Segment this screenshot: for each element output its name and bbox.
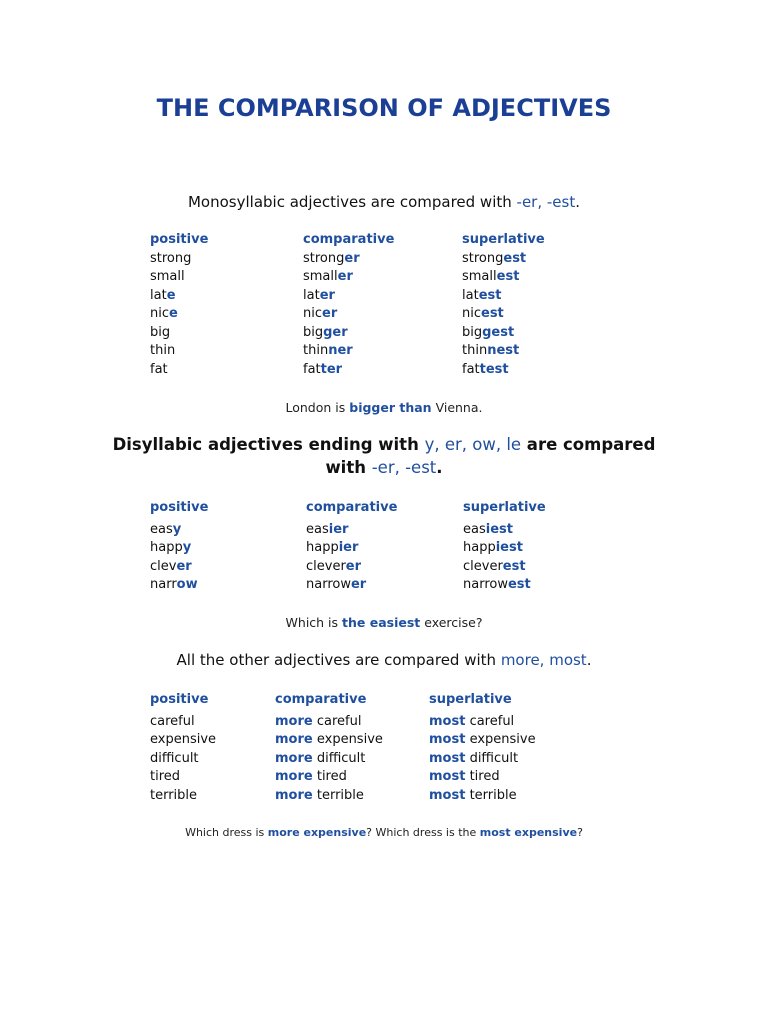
table-cell: happiest bbox=[463, 540, 523, 555]
table-cell: thin bbox=[150, 343, 176, 358]
table-cell: thinnest bbox=[462, 343, 520, 358]
table-cell: later bbox=[303, 287, 335, 303]
column-header-comparative: comparative bbox=[275, 692, 367, 707]
table-cell: more expensive bbox=[275, 732, 383, 747]
column-header-superlative: superlative bbox=[462, 232, 545, 247]
table-cell: difficult bbox=[150, 750, 199, 766]
table-cell: small bbox=[150, 269, 185, 284]
column-header-superlative: superlative bbox=[463, 500, 546, 515]
table-cell: terrible bbox=[150, 787, 198, 803]
superlative-column-1 bbox=[462, 231, 545, 379]
table-cell: more careful bbox=[275, 713, 362, 729]
table-cell: happier bbox=[306, 540, 359, 555]
table-cell: expensive bbox=[150, 732, 217, 747]
table-cell: bigger bbox=[303, 324, 348, 340]
example-sentence-3: Which dress is more expensive? Which dress is the most expensive? bbox=[185, 826, 583, 839]
table-cell: more tired bbox=[275, 769, 347, 784]
table-cell: late bbox=[150, 287, 176, 303]
table-cell: strongest bbox=[462, 250, 527, 266]
example-sentence-2: Which is the easiest exercise? bbox=[285, 615, 483, 630]
table-cell: easiest bbox=[463, 521, 513, 537]
table-cell: careful bbox=[150, 713, 195, 729]
table-cell: more difficult bbox=[275, 750, 366, 766]
table-cell: nicer bbox=[303, 306, 338, 321]
table-cell: biggest bbox=[462, 324, 515, 340]
table-cell: nice bbox=[150, 306, 178, 321]
table-cell: cleverest bbox=[463, 558, 526, 574]
column-header-comparative: comparative bbox=[303, 232, 395, 247]
rule-disyllabic: Disyllabic adjectives ending with y, er, ow, le are compared with -er, -est. bbox=[112, 435, 656, 477]
table-cell: stronger bbox=[303, 250, 360, 266]
table-cell: easy bbox=[150, 521, 182, 537]
column-header-positive: positive bbox=[150, 500, 209, 515]
table-cell: most tired bbox=[429, 769, 500, 784]
table-cell: fattest bbox=[462, 361, 509, 377]
comparative-column-3 bbox=[275, 691, 383, 805]
table-cell: thinner bbox=[303, 343, 353, 358]
table-cell: most terrible bbox=[429, 787, 517, 803]
superlative-column-3 bbox=[429, 691, 536, 805]
positive-column-3 bbox=[150, 691, 216, 805]
comparative-column-2 bbox=[306, 499, 397, 595]
table-cell: most careful bbox=[429, 713, 515, 729]
column-header-positive: positive bbox=[150, 692, 209, 707]
table-cell: narrower bbox=[306, 577, 367, 592]
rule-other-adjectives: All the other adjectives are compared with more, most. bbox=[176, 651, 592, 669]
table-cell: most expensive bbox=[429, 732, 536, 747]
table-cell: most difficult bbox=[429, 750, 519, 766]
table-cell: fatter bbox=[303, 361, 343, 377]
page-title: THE COMPARISON OF ADJECTIVES bbox=[156, 94, 612, 122]
table-cell: clever bbox=[150, 558, 192, 574]
positive-column-1 bbox=[150, 231, 208, 379]
column-header-superlative: superlative bbox=[429, 692, 512, 707]
table-cell: smaller bbox=[303, 269, 353, 284]
table-cell: tired bbox=[150, 769, 181, 784]
table-cell: fat bbox=[150, 361, 168, 377]
table-cell: cleverer bbox=[306, 558, 362, 574]
table-cell: narrow bbox=[150, 577, 198, 592]
table-cell: big bbox=[150, 324, 171, 340]
table-cell: more terrible bbox=[275, 787, 364, 803]
table-cell: latest bbox=[462, 287, 502, 303]
rule-monosyllabic: Monosyllabic adjectives are compared with -er, -est. bbox=[187, 193, 580, 211]
table-cell: nicest bbox=[462, 306, 504, 321]
superlative-column-2 bbox=[463, 499, 546, 595]
table-cell: easier bbox=[306, 521, 349, 537]
positive-column-2 bbox=[150, 499, 208, 595]
table-cell: strong bbox=[150, 250, 192, 266]
table-cell: happy bbox=[150, 540, 192, 555]
comparative-column-1 bbox=[303, 231, 394, 379]
column-header-positive: positive bbox=[150, 232, 209, 247]
table-cell: smallest bbox=[462, 269, 520, 284]
example-sentence-1: London is bigger than Vienna. bbox=[285, 400, 483, 415]
column-header-comparative: comparative bbox=[306, 500, 398, 515]
table-cell: narrowest bbox=[463, 577, 531, 592]
